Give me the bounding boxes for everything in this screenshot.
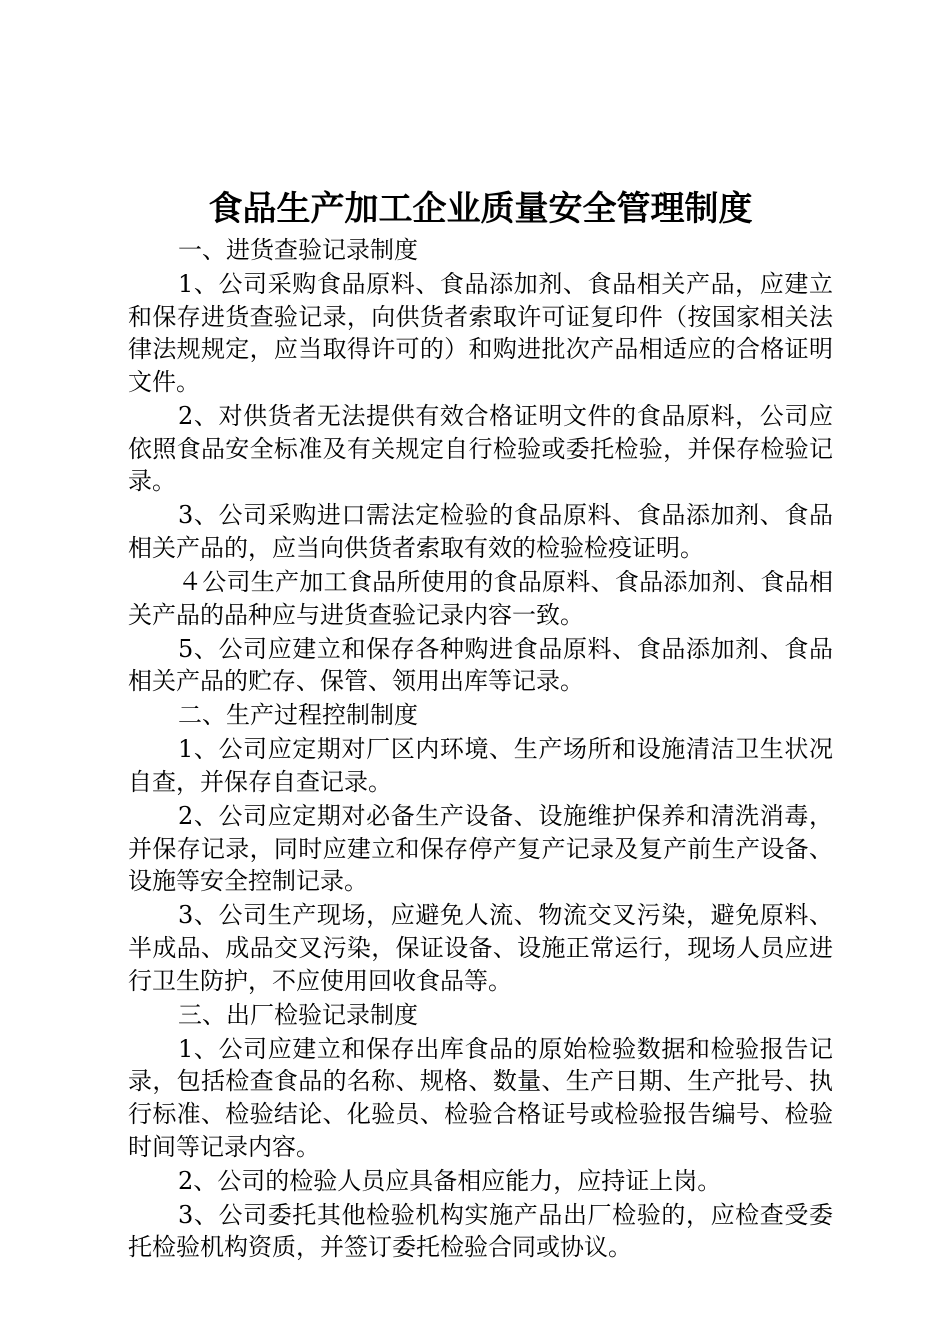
paragraph: 1、公司应定期对厂区内环境、生产场所和设施清洁卫生状况自查，并保存自查记录。	[128, 735, 833, 796]
document-title: 食品生产加工企业质量安全管理制度	[208, 189, 753, 229]
section-heading-1: 一、进货查验记录制度	[178, 236, 418, 264]
paragraph: 3、公司生产现场，应避免人流、物流交叉污染，避免原料、半成品、成品交叉污染，保证设备、设施正常运行，现场人员应进行卫生防护，不应使用回收食品等。	[128, 901, 833, 995]
section-heading-3: 三、出厂检验记录制度	[178, 1000, 418, 1029]
paragraph: 2、对供货者无法提供有效合格证明文件的食品原料，公司应依照食品安全标准及有关规定自行检验或委托检验，并保存检验记录。	[128, 401, 833, 496]
section-heading-2: 二、生产过程控制制度	[178, 701, 418, 730]
document-page	[128, 186, 833, 1265]
paragraph: 2、公司的检验人员应具备相应能力，应持证上岗。	[178, 1166, 722, 1195]
paragraph: 3、公司采购进口需法定检验的食品原料、食品添加剂、食品相关产品的，应当向供货者索取有效的检验检疫证明。	[128, 501, 833, 562]
paragraph: 1、公司采购食品原料、食品添加剂、食品相关产品，应建立和保存进货查验记录，向供货者索取许可证复印件（按国家相关法律法规规定，应当取得许可的）和购进批次产品相适应的合格证明文件。	[128, 270, 833, 396]
paragraph: 1、公司应建立和保存出库食品的原始检验数据和检验报告记录，包括检查食品的名称、规格、数量、生产日期、生产批号、执行标准、检验结论、化验员、检验合格证号或检验报告编号、检验时间等记录内容。	[128, 1034, 833, 1161]
paragraph: 5、公司应建立和保存各种购进食品原料、食品添加剂、食品相关产品的贮存、保管、领用出库等记录。	[128, 634, 833, 696]
paragraph: 2、公司应定期对必备生产设备、设施维护保养和清洗消毒，并保存记录，同时应建立和保存停产复产记录及复产前生产设备、设施等安全控制记录。	[128, 802, 833, 896]
paragraph: ４公司生产加工食品所使用的食品原料、食品添加剂、食品相关产品的品种应与进货查验记录内容一致。	[128, 567, 833, 629]
paragraph: 3、公司委托其他检验机构实施产品出厂检验的，应检查受委托检验机构资质，并签订委托检验合同或协议。	[128, 1200, 833, 1262]
